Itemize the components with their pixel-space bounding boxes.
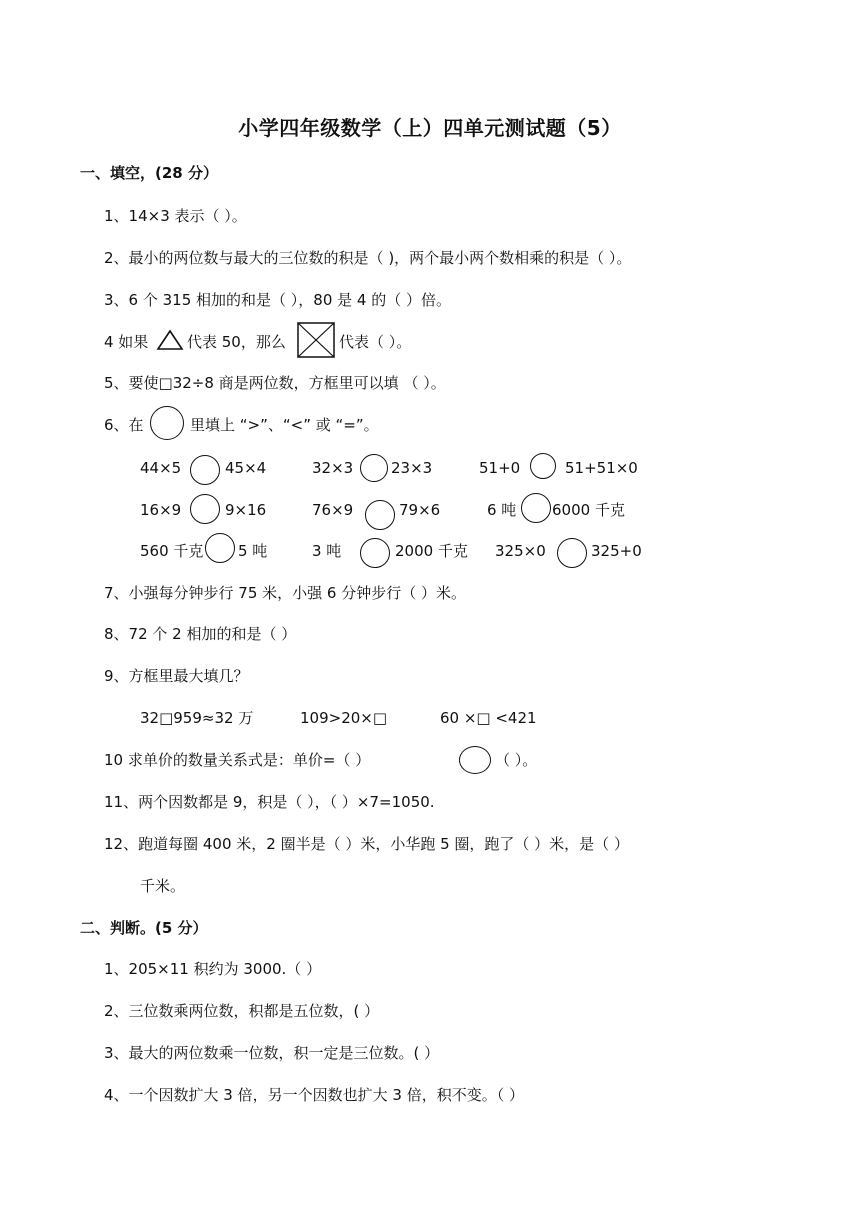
answer-circle[interactable] bbox=[190, 494, 220, 524]
answer-circle[interactable] bbox=[557, 538, 587, 568]
question-4-middle: 代表 50，那么 bbox=[187, 333, 286, 351]
question-6-instruction: 里填上 “>”、“<” 或 “=”。 bbox=[190, 416, 379, 434]
compare-left: 6 吨 bbox=[487, 501, 517, 519]
question-10-text: 10 求单价的数量关系式是：单价=（ ） bbox=[104, 751, 371, 769]
question-10-suffix: （ ）。 bbox=[495, 751, 538, 769]
compare-right: 2000 千克 bbox=[395, 542, 468, 560]
judgment-1: 1、205×11 积约为 3000.（ ） bbox=[104, 960, 322, 978]
compare-right: 79×6 bbox=[399, 501, 441, 519]
question-12-continued: 千米。 bbox=[140, 877, 186, 895]
comparison-circle bbox=[150, 406, 184, 440]
compare-left: 76×9 bbox=[312, 501, 354, 519]
question-9: 9、方框里最大填几？ bbox=[104, 667, 249, 685]
compare-right: 51+51×0 bbox=[565, 459, 638, 477]
compare-left: 325×0 bbox=[495, 542, 546, 560]
operator-circle[interactable] bbox=[459, 746, 491, 774]
question-9-item: 32□959≈32 万 bbox=[140, 709, 254, 727]
page-title: 小学四年级数学（上）四单元测试题（5） bbox=[238, 116, 622, 140]
answer-circle[interactable] bbox=[521, 493, 551, 523]
question-4-suffix: 代表（ ）。 bbox=[339, 333, 412, 351]
question-5: 5、要使□32÷8 商是两位数，方框里可以填 （ ）。 bbox=[104, 374, 446, 392]
judgment-2: 2、三位数乘两位数，积都是五位数，( ） bbox=[104, 1002, 380, 1020]
answer-circle[interactable] bbox=[205, 533, 235, 563]
section-1-heading: 一、填空，(28 分） bbox=[80, 164, 218, 182]
section-2-heading: 二、判断。(5 分） bbox=[80, 919, 208, 937]
question-1: 1、14×3 表示（ ）。 bbox=[104, 207, 247, 225]
answer-circle[interactable] bbox=[360, 538, 390, 568]
compare-left: 3 吨 bbox=[312, 542, 342, 560]
compare-left: 560 千克 bbox=[140, 542, 204, 560]
judgment-3: 3、最大的两位数乘一位数，积一定是三位数。( ） bbox=[104, 1044, 440, 1062]
question-9-item: 109>20×□ bbox=[300, 709, 388, 727]
question-8: 8、72 个 2 相加的和是（ ） bbox=[104, 625, 297, 643]
answer-circle[interactable] bbox=[365, 500, 395, 530]
question-6-prefix: 6、在 bbox=[104, 416, 144, 434]
compare-right: 45×4 bbox=[225, 459, 267, 477]
question-11: 11、两个因数都是 9，积是（ ），（ ）×7=1050. bbox=[104, 793, 435, 811]
compare-right: 5 吨 bbox=[238, 542, 268, 560]
question-9-item: 60 ×□ <421 bbox=[440, 709, 537, 727]
compare-left: 32×3 bbox=[312, 459, 354, 477]
compare-right: 6000 千克 bbox=[552, 501, 625, 519]
compare-right: 9×16 bbox=[225, 501, 267, 519]
question-3: 3、6 个 315 相加的和是（ ），80 是 4 的（ ）倍。 bbox=[104, 291, 451, 309]
judgment-4: 4、一个因数扩大 3 倍，另一个因数也扩大 3 倍，积不变。（ ） bbox=[104, 1086, 524, 1104]
question-7: 7、小强每分钟步行 75 米，小强 6 分钟步行（ ）米。 bbox=[104, 584, 467, 602]
compare-right: 325+0 bbox=[591, 542, 642, 560]
compare-left: 16×9 bbox=[140, 501, 182, 519]
answer-circle[interactable] bbox=[360, 454, 388, 482]
compare-right: 23×3 bbox=[391, 459, 433, 477]
triangle-icon bbox=[156, 329, 184, 351]
question-4-prefix: 4 如果 bbox=[104, 333, 149, 351]
question-2: 2、最小的两位数与最大的三位数的积是（ )，两个最小两个数相乘的积是（ ）。 bbox=[104, 249, 632, 267]
answer-circle[interactable] bbox=[530, 453, 556, 479]
answer-circle[interactable] bbox=[190, 455, 220, 485]
crossed-square-icon bbox=[297, 322, 335, 358]
question-12: 12、跑道每圈 400 米，2 圈半是（ ）米，小华跑 5 圈，跑了（ ）米，是（ ） bbox=[104, 835, 629, 853]
compare-left: 44×5 bbox=[140, 459, 182, 477]
compare-left: 51+0 bbox=[479, 459, 521, 477]
